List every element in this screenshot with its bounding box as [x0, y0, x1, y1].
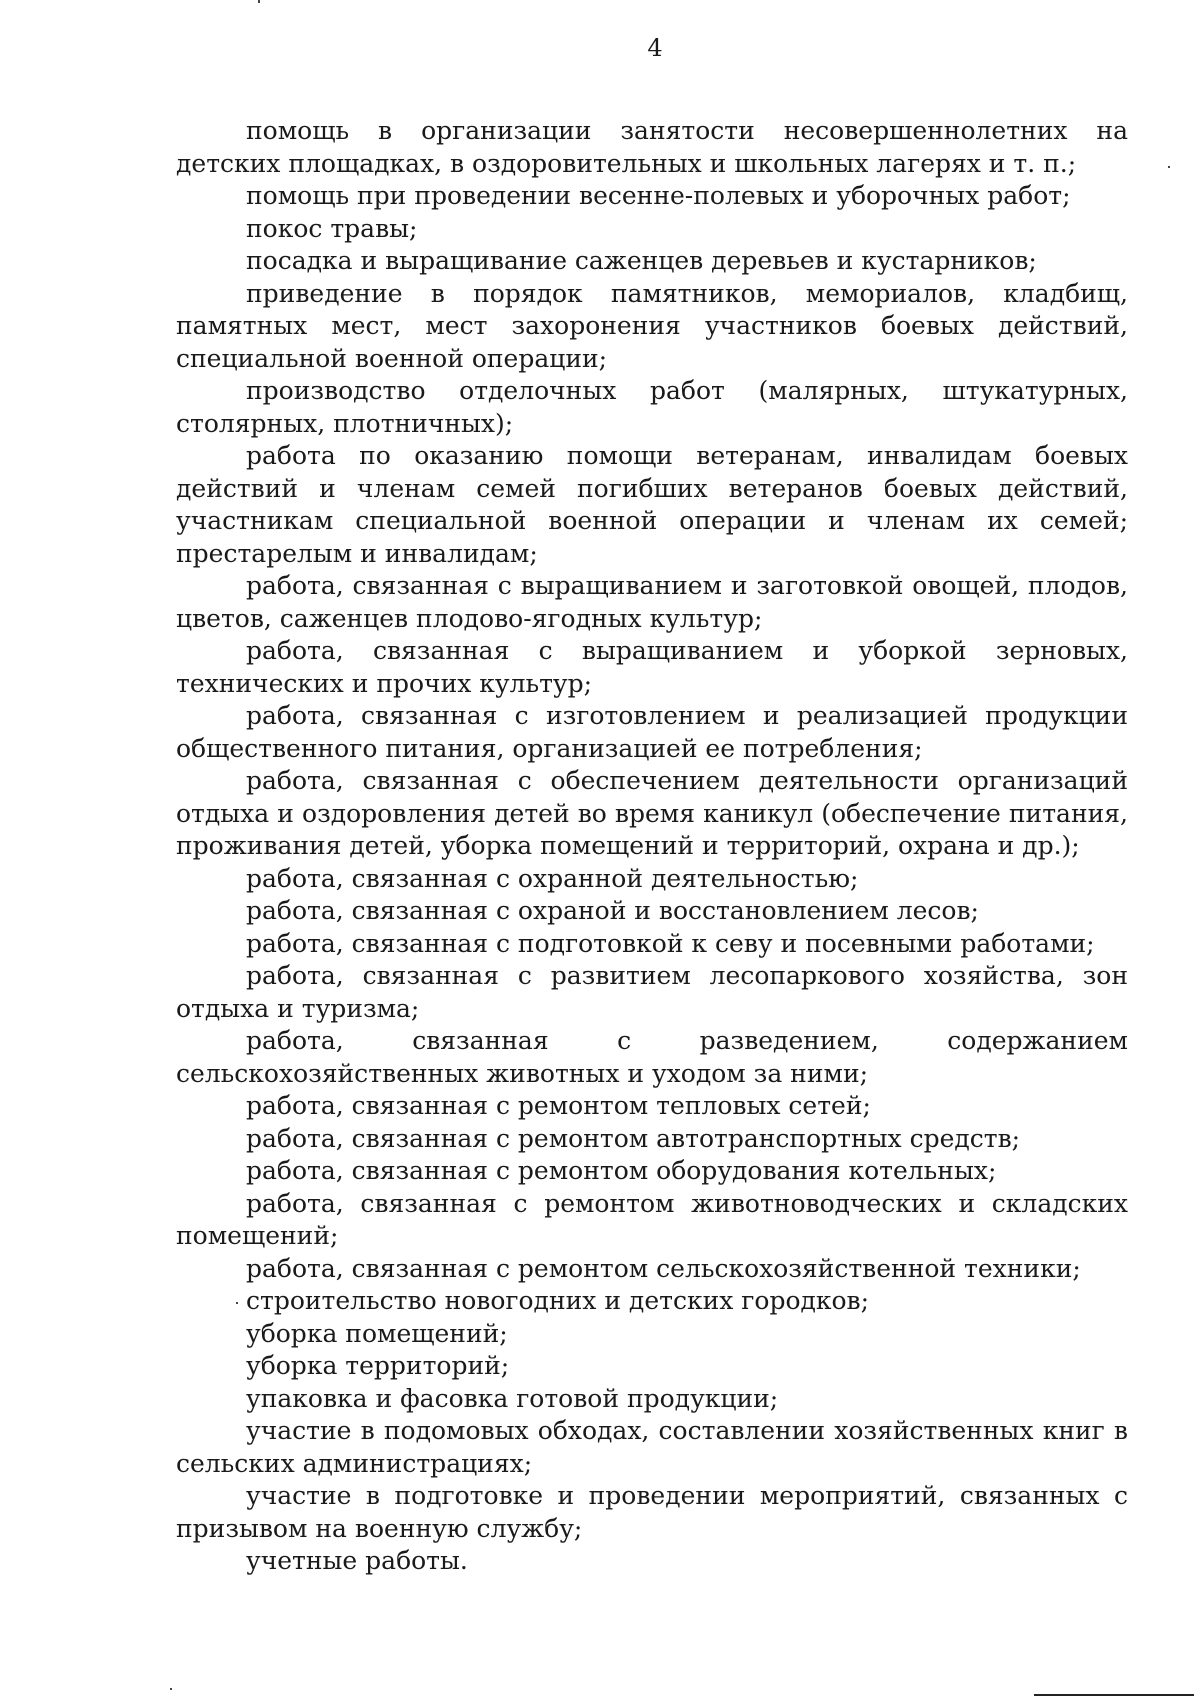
paragraph-5: приведение в порядок памятников, мемориалов, кладбищ, памятных мест, мест захоронения участников боевых действий, специальной военной операции;	[176, 278, 1128, 373]
scan-speck	[1168, 166, 1170, 168]
paragraph-11: работа, связанная с обеспечением деятельности организаций отдыха и оздоровления детей во время каникул (обеспечение питания, проживания детей, уборка помещений и территорий, охрана и др.);	[176, 766, 1128, 860]
paragraph-12: работа, связанная с охранной деятельностью;	[246, 863, 859, 893]
paragraph-9: работа, связанная с выращиванием и уборкой зерновых, технических и прочих культур;	[176, 636, 1128, 698]
paragraph-2: помощь при проведении весенне-полевых и уборочных работ;	[246, 181, 1071, 210]
paragraph-26: участие в подомовых обходах, составлении хозяйственных книг в сельских администрациях;	[176, 1416, 1128, 1478]
paragraph-23: уборка помещений;	[246, 1318, 508, 1348]
paragraph-25: упаковка и фасовка готовой продукции;	[246, 1383, 779, 1413]
paragraph-13: работа, связанная с охраной и восстановлением лесов;	[246, 896, 979, 925]
page-number: 4	[647, 34, 663, 62]
paragraph-3: покос травы;	[246, 213, 418, 243]
body-text	[176, 115, 1128, 1578]
paragraph-8: работа, связанная с выращиванием и заготовкой овощей, плодов, цветов, саженцев плодово-ягодных культур;	[176, 571, 1128, 633]
paragraph-7: работа по оказанию помощи ветеранам, инвалидам боевых действий и членам семей погибших ветеранов боевых действий, участникам специальной военной операции и членам их семей; престарелым и инвалидам;	[176, 441, 1128, 568]
paragraph-20: работа, связанная с ремонтом животноводческих и складских помещений;	[176, 1188, 1128, 1250]
paragraph-15: работа, связанная с развитием лесопаркового хозяйства, зон отдыха и туризма;	[176, 961, 1128, 1023]
scan-speck	[236, 1302, 238, 1304]
paragraph-1: помощь в организации занятости несовершеннолетних на детских площадках, в оздоровительных и школьных лагерях и т. п.;	[176, 116, 1128, 178]
paragraph-10: работа, связанная с изготовлением и реализацией продукции общественного питания, организацией ее потребления;	[176, 701, 1128, 763]
paragraph-24: уборка территорий;	[246, 1351, 510, 1380]
paragraph-4: посадка и выращивание саженцев деревьев и кустарников;	[246, 246, 1037, 275]
paragraph-21: работа, связанная с ремонтом сельскохозяйственной техники;	[246, 1253, 1081, 1283]
scan-speck	[258, 0, 260, 3]
paragraph-19: работа, связанная с ремонтом оборудования котельных;	[246, 1156, 997, 1185]
bottom-edge-rule	[1034, 1694, 1194, 1696]
paragraph-17: работа, связанная с ремонтом тепловых сетей;	[246, 1091, 871, 1120]
scan-speck	[170, 1688, 172, 1690]
paragraph-18: работа, связанная с ремонтом автотранспортных средств;	[246, 1123, 1021, 1153]
paragraph-27: участие в подготовке и проведении мероприятий, связанных с призывом на военную службу;	[176, 1481, 1128, 1543]
paragraph-22: строительство новогодних и детских городков;	[246, 1286, 870, 1315]
paragraph-28: учетные работы.	[246, 1546, 468, 1575]
paragraph-6: производство отделочных работ (малярных, штукатурных, столярных, плотничных);	[176, 376, 1128, 438]
paragraph-16: работа, связанная с разведением, содержанием сельскохозяйственных животных и уходом за ними;	[176, 1026, 1128, 1088]
paragraph-14: работа, связанная с подготовкой к севу и посевными работами;	[246, 928, 1095, 958]
